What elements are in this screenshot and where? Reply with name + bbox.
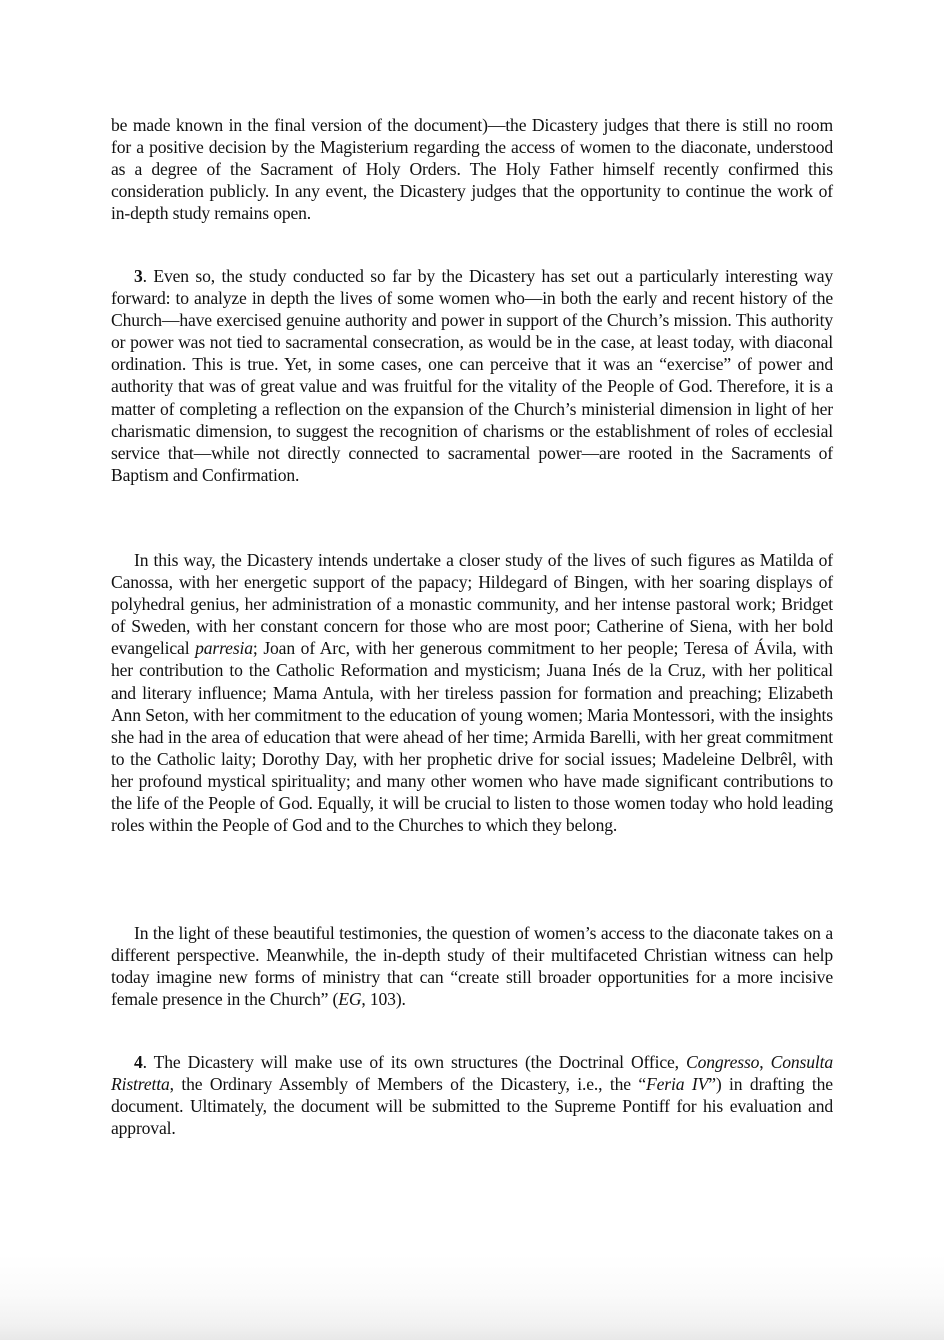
section-number: 4: [134, 1052, 143, 1072]
citation-abbreviation: EG: [338, 989, 362, 1010]
paragraph-text: [111, 922, 833, 1010]
paragraph-testimonies: [111, 922, 833, 1010]
paragraph-section-4: [111, 1051, 833, 1139]
paragraph-text: [111, 114, 833, 224]
paragraph-continuation: [111, 114, 833, 224]
section-number: 3: [134, 266, 143, 286]
paragraph-section-3: [111, 265, 833, 486]
text-segment: In the light of these beautiful testimonies, the question of women’s access to the diaconate takes on a different perspective. Meanwhile, the in-depth study of their multifaceted Christian witness can help today imagine new forms of ministry that can “create still broader opportunities for a more incisive female presence in the Church” (: [111, 923, 833, 1010]
text-segment: , 103).: [361, 989, 406, 1010]
italic-term-consulta-ristretta: Consulta Ristretta: [111, 1052, 833, 1095]
italic-term-parresia: parresia: [195, 638, 253, 659]
paragraph-text: [111, 265, 833, 486]
text-segment: be made known in the final version of the document)—the Dicastery judges that there is still no room for a positive decision by the Magisterium regarding the access of women to the diaconate, understood as a degree of the Sacrament of Holy Orders. The Holy Father himself recently confirmed this consideration publicly. In any event, the Dicastery judges that the opportunity to continue the work of in-depth study remains open.: [111, 115, 833, 224]
italic-term-feria-iv: Feria IV: [646, 1074, 709, 1095]
paragraph-text: [111, 1051, 833, 1139]
text-segment: ,: [759, 1052, 771, 1072]
text-segment: . Even so, the study conducted so far by the Dicastery has set out a particularly interesting way forward: to analyze in depth the lives of some women who—in both the early and recent history of the Church—have exercised genuine authority and power in support of the Church’s mission. This authority or power was not tied to sacramental consecration, as would be in the case, at least today, with diaconal ordination. This is true. Yet, in some cases, one can perceive that it was an “exercise” of power and authority that was of great value and was fruitful for the vitality of the People of God. Therefore, it is a matter of completing a reflection on the expansion of the Church’s ministerial dimension in light of her charismatic dimension, to suggest the recognition of charisms or the establishment of roles of ecclesial service that—while not directly connected to sacramental power—are rooted in the Sacraments of Baptism and Confirmation.: [111, 266, 833, 485]
text-segment: ; Joan of Arc, with her generous commitment to her people; Teresa of Ávila, with her contribution to the Catholic Reformation and mysticism; Juana Inés de la Cruz, with her political and literary influence; Mama Antula, with her tireless passion for formation and preaching; Elizabeth Ann Seton, with her commitment to the education of young women; Maria Montessori, with the insights she had in the area of education that were ahead of her time; Armida Barelli, with her great commitment to the Catholic laity; Dorothy Day, with her prophetic drive for social issues; Madeleine Delbrêl, with her profound mystical spirituality; and many other women who have made significant contributions to the life of the People of God. Equally, it will be crucial to listen to those women today who hold leading roles within the People of God and to the Churches to which they belong.: [111, 638, 834, 836]
paragraph-figures: [111, 549, 833, 836]
text-segment: . The Dicastery will make use of its own structures (the Doctrinal Office,: [142, 1052, 687, 1072]
text-segment: , the Ordinary Assembly of Members of the Dicastery, i.e., the “: [169, 1074, 647, 1095]
italic-term-congresso: Congresso: [686, 1052, 760, 1072]
text-segment: In this way, the Dicastery intends undertake a closer study of the lives of such figures as Matilda of Canossa, with her energetic support of the papacy; Hildegard of Bingen, with her soaring displays of polyhedral genius, her administration of a monastic community, and her intense pastoral work; Bridget of Sweden, with her constant concern for those who are most poor; Catherine of Siena, with her bold evangelical: [111, 550, 833, 659]
paragraph-text: [111, 549, 833, 836]
text-segment: ”) in drafting the document. Ultimately, the document will be submitted to the Supreme Pontiff for his evaluation and approval.: [111, 1074, 833, 1139]
